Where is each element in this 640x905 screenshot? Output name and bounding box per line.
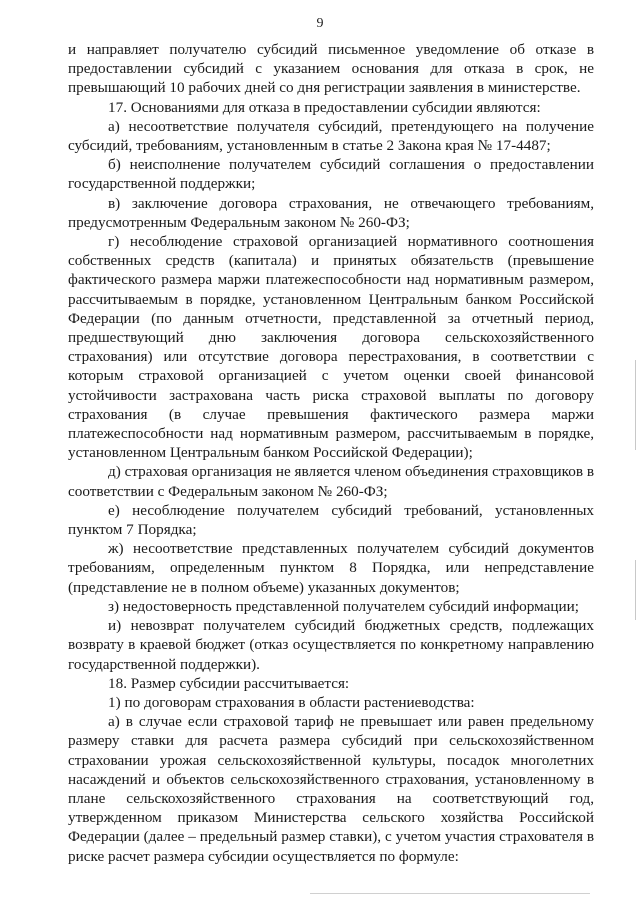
scan-margin-mark <box>635 560 636 620</box>
scan-bottom-line <box>310 893 590 894</box>
paragraph-17: 17. Основаниями для отказа в предоставлении субсидии являются: <box>108 98 541 116</box>
paragraph-17a: а) несоответствие получателя субсидий, претендующего на получение субсидий, требованиям, установленным в статье 2 Закона края № 17-4487; <box>68 117 594 155</box>
paragraph-17b: б) неисполнение получателем субсидий соглашения о предоставлении государственной поддержки; <box>68 156 594 193</box>
paragraph-17g: г) несоблюдение страховой организацией нормативного соотношения собственных средств (капитала) и принятых обязательств (превышение фактического размера маржи платежеспособности над нормативным размером, рассчитываемым в порядке, установленном Центральным банком Российской Федерации (по данным отчетности, представленной за отчетный период, предшествующий дню заключения договора сельскохозяйственного страхования) или отсутствие договора перестрахования, в соответствии с которым страховой организацией с учетом оценки своей финансовой устойчивости застрахована часть риска страховой выплаты по договору страхования (в случае превышения фактического размера маржи платежеспособности над нормативным размером, рассчитываемым в порядке, установленном Центральным банком Российской Федерации); <box>68 233 594 462</box>
paragraph-17i: и) невозврат получателем субсидий бюджетных средств, подлежащих возврату в краевой бюджет (отказ осуществляется по конкретному направлению государственной поддержки). <box>68 617 594 673</box>
paragraph-continuation: и направляет получателю субсидий письменное уведомление об отказе в предоставлении субсидий с указанием основания для отказа в срок, не превышающий 10 рабочих дней со дня регистрации заявления в министерстве. <box>68 41 594 97</box>
document-body <box>68 40 594 866</box>
scan-margin-mark <box>635 360 636 450</box>
paragraph-17e: е) несоблюдение получателем субсидий требований, установленных пунктом 7 Порядка; <box>68 501 594 539</box>
paragraph-17zh: ж) несоответствие представленных получателем субсидий документов требованиям, определенным пунктом 8 Порядка, или непредставление (представление не в полном объеме) указанных документов; <box>68 540 594 596</box>
paragraph-17v: в) заключение договора страхования, не отвечающего требованиям, предусмотренным Федеральным законом № 260-ФЗ; <box>68 194 594 231</box>
page-number: 9 <box>316 16 324 31</box>
paragraph-18-1: 1) по договорам страхования в области растениеводства: <box>108 693 475 711</box>
paragraph-17d: д) страховая организация не является членом объединения страховщиков в соответствии с Федеральным законом № 260-ФЗ; <box>68 463 594 500</box>
paragraph-18: 18. Размер субсидии рассчитывается: <box>108 674 350 692</box>
paragraph-18-1a: а) в случае если страховой тариф не превышает или равен предельному размеру ставки для расчета размера субсидий при сельскохозяйственном страховании урожая сельскохозяйственной культуры, посадок многолетних насаждений и объектов сельскохозяйственного страхования, установленному в плане сельскохозяйственного страхования на соответствующий год, утвержденном приказом Министерства сельского хозяйства Российской Федерации (далее – предельный размер ставки), с учетом участия страхователя в риске расчет размера субсидии осуществляется по формуле: <box>68 713 594 865</box>
paragraph-17z: з) недостоверность представленной получателем субсидий информации; <box>108 597 579 615</box>
